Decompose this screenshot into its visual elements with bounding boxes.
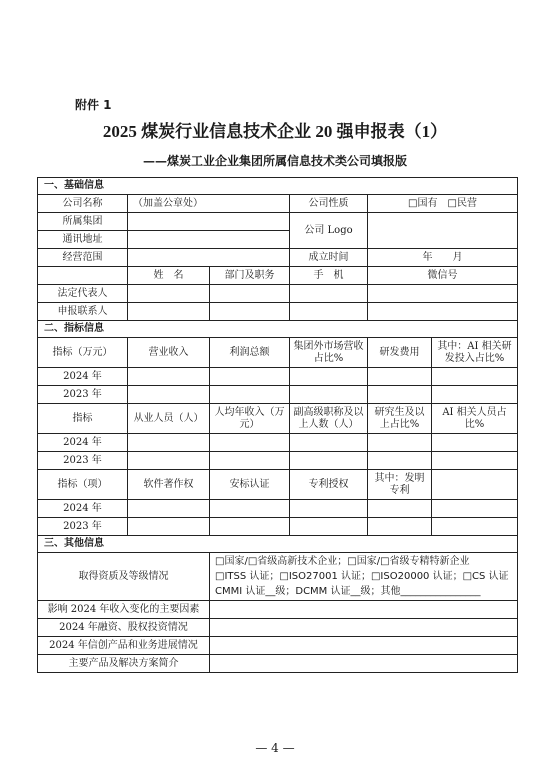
t3-header-invention-patents: 其中：发明专利 <box>368 470 432 500</box>
t3-header-safety-cert: 安标认证 <box>210 470 290 500</box>
t1-year-2023: 2023 年 <box>38 386 128 404</box>
qualification-line-2[interactable]: □ITSS 认证；□ISO27001 认证；□ISO20000 认证；□CS 认证 <box>215 571 509 582</box>
group-label: 所属集团 <box>38 213 128 231</box>
t3-cell[interactable] <box>432 518 518 536</box>
founded-field[interactable]: 年 月 <box>368 249 518 267</box>
application-form-table <box>37 177 518 673</box>
page-subtitle: ——煤炭工业企业集团所属信息技术类公司填报版 <box>142 154 407 168</box>
t1-cell[interactable] <box>128 386 210 404</box>
legal-rep-dept-field[interactable] <box>210 285 290 303</box>
t2-header-indicator: 指标 <box>38 404 128 434</box>
contact-header-blank <box>38 267 128 285</box>
t2-cell[interactable] <box>290 452 368 470</box>
contact-header-dept: 部门及职务 <box>210 267 290 285</box>
t3-cell[interactable] <box>290 500 368 518</box>
contact-header-wechat: 微信号 <box>368 267 518 285</box>
business-scope-field[interactable] <box>128 249 290 267</box>
t1-cell[interactable] <box>128 368 210 386</box>
t1-header-external-revenue: 集团外市场营收占比% <box>290 338 368 368</box>
t1-cell[interactable] <box>368 368 432 386</box>
applicant-dept-field[interactable] <box>210 303 290 321</box>
t3-cell[interactable] <box>432 500 518 518</box>
t1-cell[interactable] <box>290 386 368 404</box>
t3-cell[interactable] <box>128 518 210 536</box>
t3-header-blank <box>432 470 518 500</box>
revenue-factor-label: 影响 2024 年收入变化的主要因素 <box>38 601 210 619</box>
financing-label: 2024 年融资、股权投资情况 <box>38 619 210 637</box>
t3-cell[interactable] <box>290 518 368 536</box>
t1-header-ai-rd-ratio: 其中：AI 相关研发投入占比% <box>432 338 518 368</box>
qualification-line-3[interactable]: CMMI 认证__级；DCMM 认证__级；其他________________ <box>215 586 481 597</box>
financing-field[interactable] <box>210 619 518 637</box>
company-name-field[interactable]: （加盖公章处） <box>128 195 290 213</box>
qualifications-options[interactable] <box>210 553 518 601</box>
t2-cell[interactable] <box>128 434 210 452</box>
t2-cell[interactable] <box>432 452 518 470</box>
t2-header-ai-staff-ratio: AI 相关人员占比% <box>432 404 518 434</box>
address-field[interactable] <box>128 231 290 249</box>
contact-header-phone: 手 机 <box>290 267 368 285</box>
section-basic-info: 一、基础信息 <box>38 178 518 195</box>
xinchuang-field[interactable] <box>210 637 518 655</box>
t3-header-patents: 专利授权 <box>290 470 368 500</box>
page-number: — 4 — <box>255 741 295 755</box>
business-scope-label: 经营范围 <box>38 249 128 267</box>
company-nature-checkboxes[interactable]: □国有 □民营 <box>368 195 518 213</box>
company-logo-label: 公司 Logo <box>290 213 368 249</box>
products-field[interactable] <box>210 655 518 673</box>
legal-rep-wechat-field[interactable] <box>368 285 518 303</box>
t2-year-2024: 2024 年 <box>38 434 128 452</box>
contact-header-name: 姓 名 <box>128 267 210 285</box>
t3-header-software-copyright: 软件著作权 <box>128 470 210 500</box>
section-other-info: 三、其他信息 <box>38 536 518 553</box>
qualifications-label: 取得资质及等级情况 <box>38 553 210 601</box>
t2-cell[interactable] <box>210 434 290 452</box>
applicant-name-field[interactable] <box>128 303 210 321</box>
t1-header-indicator: 指标（万元） <box>38 338 128 368</box>
page-title: 2025 煤炭行业信息技术企业 20 强申报表（1） <box>102 122 448 141</box>
t2-cell[interactable] <box>368 452 432 470</box>
t1-header-rd-cost: 研发费用 <box>368 338 432 368</box>
t2-cell[interactable] <box>128 452 210 470</box>
t3-cell[interactable] <box>368 518 432 536</box>
legal-rep-name-field[interactable] <box>128 285 210 303</box>
t1-cell[interactable] <box>432 368 518 386</box>
t2-header-employees: 从业人员（人） <box>128 404 210 434</box>
t1-cell[interactable] <box>210 386 290 404</box>
company-nature-label: 公司性质 <box>290 195 368 213</box>
t2-header-senior-titles: 副高级职称及以上人数（人） <box>290 404 368 434</box>
t2-year-2023: 2023 年 <box>38 452 128 470</box>
legal-rep-label: 法定代表人 <box>38 285 128 303</box>
legal-rep-phone-field[interactable] <box>290 285 368 303</box>
group-field[interactable] <box>128 213 290 231</box>
t3-cell[interactable] <box>368 500 432 518</box>
t3-cell[interactable] <box>128 500 210 518</box>
t2-cell[interactable] <box>368 434 432 452</box>
t3-header-indicator: 指标（项） <box>38 470 128 500</box>
section-indicators: 二、指标信息 <box>38 321 518 338</box>
applicant-phone-field[interactable] <box>290 303 368 321</box>
t2-cell[interactable] <box>210 452 290 470</box>
t3-year-2024: 2024 年 <box>38 500 128 518</box>
t1-header-revenue: 营业收入 <box>128 338 210 368</box>
applicant-label: 申报联系人 <box>38 303 128 321</box>
t2-cell[interactable] <box>432 434 518 452</box>
t3-cell[interactable] <box>210 500 290 518</box>
t3-cell[interactable] <box>210 518 290 536</box>
revenue-factor-field[interactable] <box>210 601 518 619</box>
t1-header-profit: 利润总额 <box>210 338 290 368</box>
t2-header-avg-income: 人均年收入（万元） <box>210 404 290 434</box>
attachment-label: 附件 1 <box>75 98 112 112</box>
xinchuang-label: 2024 年信创产品和业务进展情况 <box>38 637 210 655</box>
address-label: 通讯地址 <box>38 231 128 249</box>
t3-year-2023: 2023 年 <box>38 518 128 536</box>
applicant-wechat-field[interactable] <box>368 303 518 321</box>
t2-header-postgrad-ratio: 研究生及以上占比% <box>368 404 432 434</box>
t1-cell[interactable] <box>432 386 518 404</box>
products-label: 主要产品及解决方案简介 <box>38 655 210 673</box>
t1-cell[interactable] <box>210 368 290 386</box>
qualification-line-1[interactable]: □国家/□省级高新技术企业；□国家/□省级专精特新企业 <box>215 556 470 567</box>
t2-cell[interactable] <box>290 434 368 452</box>
company-logo-field[interactable] <box>368 213 518 249</box>
t1-cell[interactable] <box>368 386 432 404</box>
founded-label: 成立时间 <box>290 249 368 267</box>
t1-cell[interactable] <box>290 368 368 386</box>
t1-year-2024: 2024 年 <box>38 368 128 386</box>
company-name-label: 公司名称 <box>38 195 128 213</box>
